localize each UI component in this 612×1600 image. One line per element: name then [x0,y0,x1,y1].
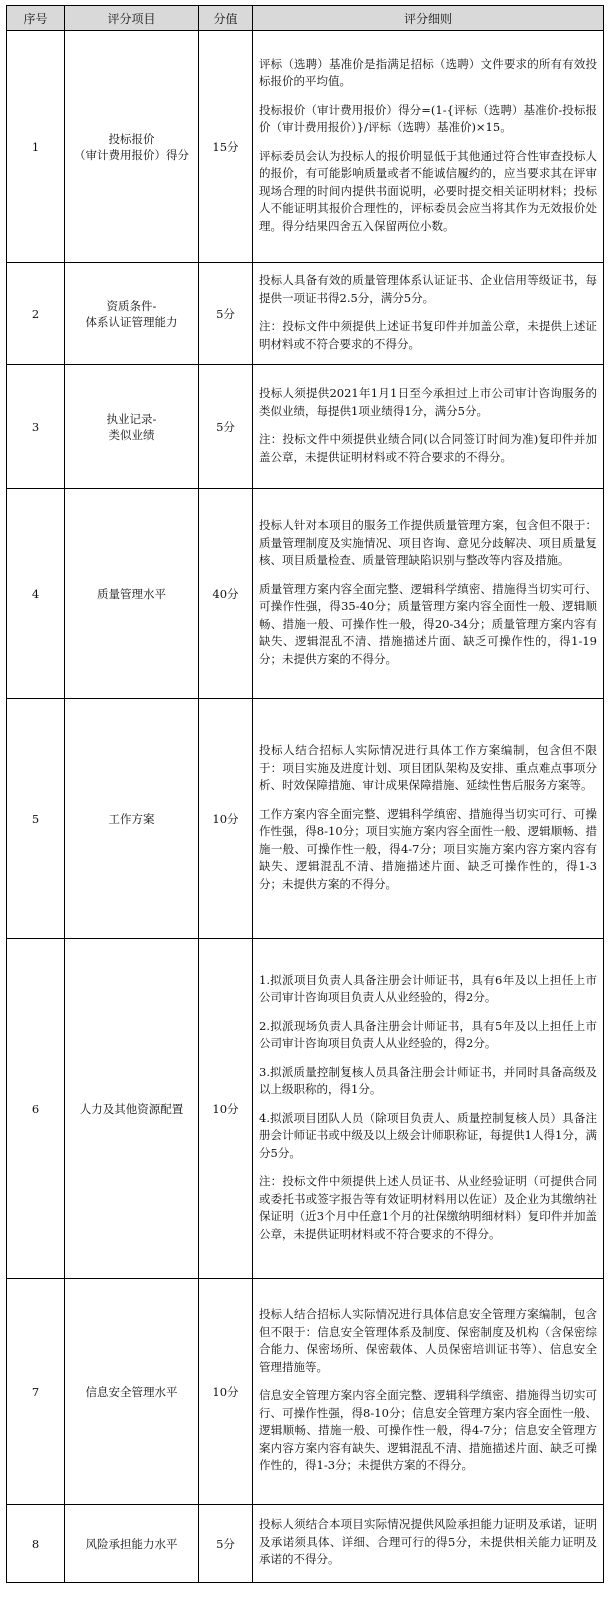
row-item-line: 执业记录- [106,411,157,426]
row-number: 5 [7,699,65,939]
detail-paragraph: 信息安全管理方案内容全面完整、逻辑科学缜密、措施得当切实可行、可操作性强，得8-10分；信息安全管理方案内容全面性一般、逻辑顺畅、措施一般、可操作性一般，得4-7分；信息安全管理方案内容方案内容有缺失、逻辑混乱不清、措施描述片面、缺乏可操作性的，得1-3分；未提供方案的不得分。 [259,1388,597,1473]
table-row [7,263,604,365]
row-details [253,939,604,1279]
detail-paragraph: 投标报价（审计费用报价）得分=(1-{评标（选聘）基准价-投标报价（审计费用报价）}/评标（选聘）基准价)×15。 [259,102,597,135]
row-score: 10分 [199,939,253,1279]
row-score: 5分 [199,365,253,489]
header-no: 序号 [7,6,65,31]
detail-paragraph: 评标委员会认为投标人的报价明显低于其他通过符合性审查投标人的报价，有可能影响质量或者不能诚信履约的，应当要求其在评审现场合理的时间内提供书面说明，必要时提交相关证明材料；投标人不能证明其报价合理性的，评标委员会应当将其作为无效报价处理。得分结果四舍五入保留两位小数。 [259,148,597,233]
row-number: 4 [7,489,65,699]
row-item [65,365,199,489]
header-details: 评分细则 [253,6,604,31]
row-item-line: 工作方案 [108,811,155,826]
row-item [65,263,199,365]
detail-paragraph: 2.拟派现场负责人具备注册会计师证书，具有5年及以上担任上市公司审计咨询项目负责人从业经验的，得2分。 [259,1018,597,1051]
detail-paragraph: 投标人具备有效的质量管理体系认证证书、企业信用等级证书，每提供一项证书得2.5分，满分5分。 [259,273,597,305]
row-item-line: 质量管理水平 [97,586,166,601]
detail-paragraph: 评标（选聘）基准价是指满足招标（选聘）文件要求的所有有效投标报价的平均值。 [259,56,597,89]
detail-paragraph: 注：投标文件中须提供上述人员证书、从业经验证明（可提供合同或委托书或签字报告等有效证明材料用以佐证）及企业为其缴纳社保证明（近3个月中任意1个月的社保缴纳明细材料）复印件并加盖公章，未提供证明材料或不符合要求的不得分。 [259,1174,597,1241]
row-number: 2 [7,263,65,365]
detail-paragraph: 注：投标文件中须提供业绩合同(以合同签订时间为准)复印件并加盖公章，未提供证明材料或不符合要求的不得分。 [259,432,597,464]
row-number: 6 [7,939,65,1279]
row-number: 8 [7,1505,65,1583]
row-details [253,489,604,699]
header-score: 分值 [199,6,253,31]
row-score: 10分 [199,1279,253,1505]
row-details [253,1279,604,1505]
row-score: 40分 [199,489,253,699]
detail-paragraph: 投标人须结合本项目实际情况提供风险承担能力证明及承诺，证明及承诺须具体、详细、合理可行的得5分，未提供相关能力证明及承诺的不得分。 [259,1517,597,1567]
row-score: 5分 [199,1505,253,1583]
detail-paragraph: 3.拟派质量控制复核人员具备注册会计师证书，并同时具备高级及以上级职称的，得1分。 [259,1064,597,1097]
detail-paragraph: 投标人结合招标人实际情况进行具体信息安全管理方案编制，包含但不限于：信息安全管理体系及制度、保密制度及机构（含保密综合能力、保密场所、保密载体、人员保密培训证书等）、信息安全管理措施等。 [259,1307,597,1374]
table-row [7,699,604,939]
row-item-line: 人力及其他资源配置 [79,1101,184,1116]
row-item-line: 信息安全管理水平 [85,1384,178,1399]
detail-paragraph: 1.拟派项目负责人具备注册会计师证书，具有6年及以上担任上市公司审计咨询项目负责人从业经验的，得2分。 [259,972,597,1005]
table-header-row [7,6,604,31]
detail-paragraph: 工作方案内容全面完整、逻辑科学缜密、措施得当切实可行、可操作性强，得8-10分；项目实施方案内容全面性一般、逻辑顺畅、措施一般、可操作性一般，得4-7分；项目实施方案内容方案内容有缺失、逻辑混乱不清、措施描述片面、缺乏可操作性的，得1-3分；未提供方案的不得分。 [259,806,597,891]
detail-paragraph: 4.拟派项目团队人员（除项目负责人、质量控制复核人员）具备注册会计师证书或中级及以上级会计师职称证，每提供1人得1分，满分5分。 [259,1110,597,1160]
table-row [7,939,604,1279]
row-number: 3 [7,365,65,489]
row-details [253,699,604,939]
row-item-line: 风险承担能力水平 [85,1536,178,1551]
row-details [253,1505,604,1583]
row-details [253,263,604,365]
detail-paragraph: 投标人针对本项目的服务工作提供质量管理方案，包含但不限于：质量管理制度及实施情况、项目咨询、意见分歧解决、项目质量复核、项目质量检查、质量管理缺陷识别与整改等内容及措施。 [259,518,597,567]
detail-paragraph: 投标人结合招标人实际情况进行具体工作方案编制，包含但不限于：项目实施及进度计划、项目团队架构及安排、重点难点事项分析、时效保障措施、审计成果保障措施、延续性售后服务方案等。 [259,743,597,792]
row-details [253,365,604,489]
row-item [65,699,199,939]
row-score: 10分 [199,699,253,939]
row-item-line: 体系认证管理能力 [85,314,178,329]
scoring-table [6,5,604,1583]
table-row [7,31,604,263]
row-item-line: 资质条件- [106,298,157,313]
row-score: 5分 [199,263,253,365]
row-number: 7 [7,1279,65,1505]
header-item: 评分项目 [65,6,199,31]
row-item-line: 类似业绩 [108,427,155,442]
row-details [253,31,604,263]
table-row [7,1505,604,1583]
row-item [65,1505,199,1583]
row-item [65,1279,199,1505]
row-item [65,489,199,699]
table-row [7,365,604,489]
row-score: 15分 [199,31,253,263]
row-item-line: （审计费用报价）得分 [74,147,189,162]
row-item [65,31,199,263]
detail-paragraph: 投标人须提供2021年1月1日至今承担过上市公司审计咨询服务的类似业绩，每提供1项业绩得1分，满分5分。 [259,386,597,418]
table-row [7,1279,604,1505]
table-row [7,489,604,699]
row-item [65,939,199,1279]
detail-paragraph: 注：投标文件中须提供上述证书复印件并加盖公章，未提供上述证明材料或不符合要求的不得分。 [259,319,597,351]
detail-paragraph: 质量管理方案内容全面完整、逻辑科学缜密、措施得当切实可行、可操作性强，得35-40分；质量管理方案内容全面性一般、逻辑顺畅、措施一般、可操作性一般，得20-34分；质量管理方案内容有缺失、逻辑混乱不清、措施描述片面、缺乏可操作性的，得1-19分；未提供方案的不得分。 [259,581,597,666]
row-number: 1 [7,31,65,263]
row-item-line: 投标报价 [108,131,155,146]
